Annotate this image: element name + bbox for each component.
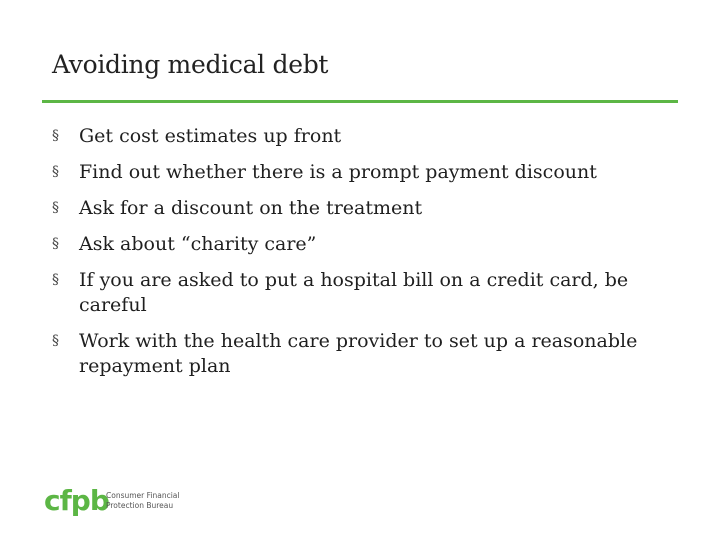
bullet-marker-icon: § xyxy=(52,164,59,180)
cfpb-logo xyxy=(44,486,194,522)
logo-line-2: Protection Bureau xyxy=(106,501,174,510)
bullet-marker-icon: § xyxy=(52,333,59,349)
slide-title: Avoiding medical debt xyxy=(52,50,329,79)
bullet-item xyxy=(52,124,652,149)
bullet-item xyxy=(52,160,652,185)
cfpb-logo-mark: cfpb xyxy=(44,484,109,517)
bullet-text: Get cost estimates up front xyxy=(79,125,342,147)
bullet-text: Find out whether there is a prompt payment discount xyxy=(79,161,597,183)
bullet-item xyxy=(52,232,652,257)
bullet-marker-icon: § xyxy=(52,236,59,252)
cfpb-logo-text xyxy=(106,491,179,511)
bullet-text: Ask for a discount on the treatment xyxy=(79,197,423,219)
bullet-item xyxy=(52,268,652,318)
bullet-text: Work with the health care provider to set up a reasonable repayment plan xyxy=(79,330,638,377)
bullet-item xyxy=(52,196,652,221)
title-divider xyxy=(42,100,678,103)
bullet-text: Ask about “charity care” xyxy=(79,233,317,255)
bullet-text: If you are asked to put a hospital bill on a credit card, be careful xyxy=(79,269,629,316)
bullet-list xyxy=(52,124,652,390)
bullet-marker-icon: § xyxy=(52,128,59,144)
logo-line-1: Consumer Financial xyxy=(106,491,180,500)
bullet-marker-icon: § xyxy=(52,272,59,288)
bullet-marker-icon: § xyxy=(52,200,59,216)
bullet-item xyxy=(52,329,652,379)
